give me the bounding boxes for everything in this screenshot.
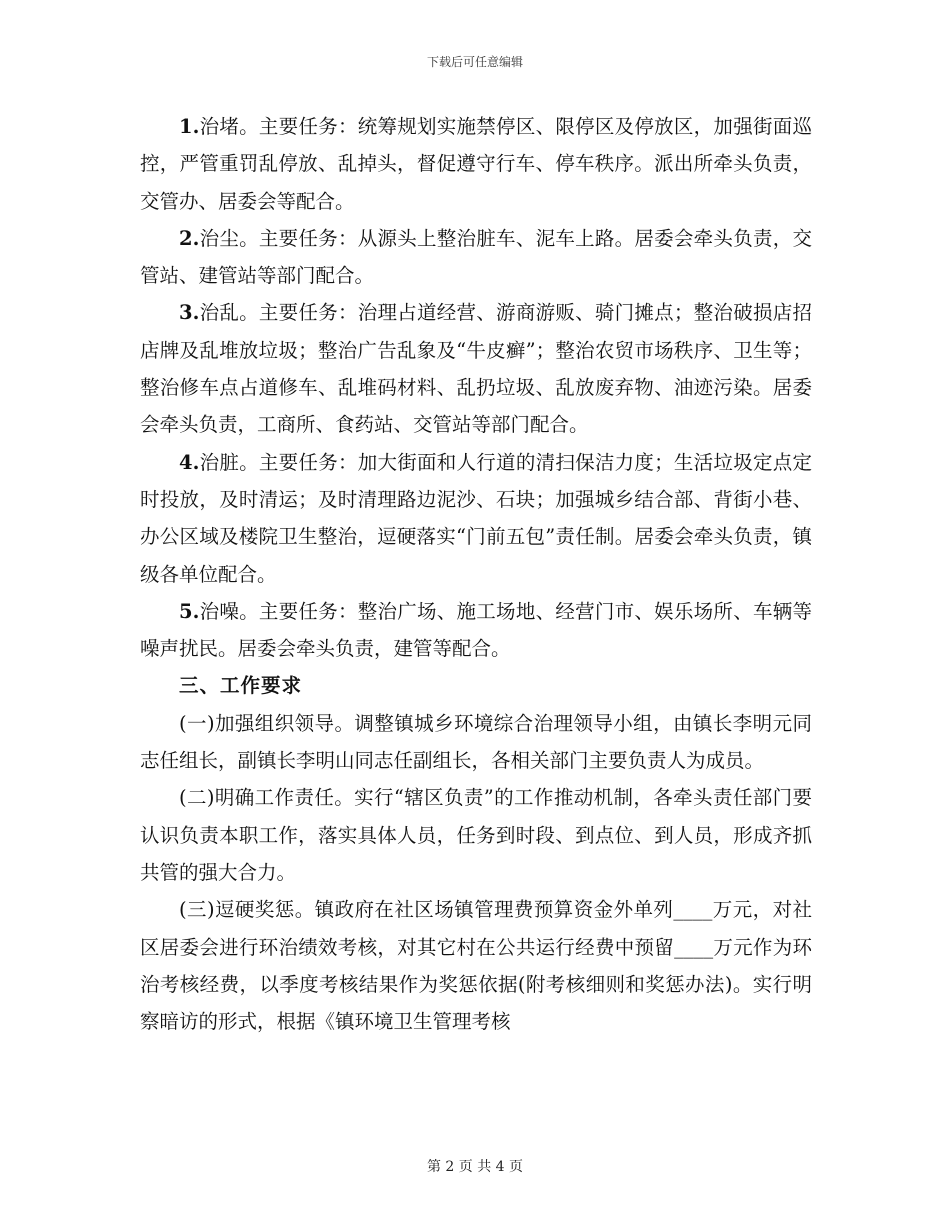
requirement-paragraph-2: (二)明确工作责任。实行“辖区负责”的工作推动机制，各牵头责任部门要认识负责本职工作，落实具体人员，任务到时段、到点位、到人员，形成齐抓共管的强大合力。 <box>140 786 812 884</box>
page-header: 下载后可任意编辑 <box>426 55 523 69</box>
task-number: 4. <box>179 450 200 474</box>
task-paragraph-2 <box>140 220 812 295</box>
task-text: 治脏。主要任务：加大街面和人行道的清扫保洁力度；生活垃圾定点定时投放，及时清运；及时清理路边泥沙、石块；加强城乡结合部、背街小巷、办公区域及楼院卫生整治，逗硬落实“门前五包”责任制。居委会牵头负责，镇级各单位配合。 <box>140 450 812 586</box>
task-number: 2. <box>179 226 200 250</box>
page-footer: 第 2 页 共 4 页 <box>426 1159 524 1175</box>
task-number: 3. <box>179 301 200 325</box>
requirement-paragraph-1: (一)加强组织领导。调整镇城乡环境综合治理领导小组，由镇长李明元同志任组长，副镇长李明山同志任副组长，各相关部门主要负责人为成员。 <box>140 711 812 773</box>
task-text: 治堵。主要任务：统筹规划实施禁停区、限停区及停放区，加强街面巡控，严管重罚乱停放、乱掉头，督促遵守行车、停车秩序。派出所牵头负责，交管办、居委会等配合。 <box>140 115 812 213</box>
task-paragraph-5 <box>140 593 812 668</box>
section-heading: 三、工作要求 <box>179 674 303 698</box>
task-text: 治噪。主要任务：整治广场、施工场地、经营门市、娱乐场所、车辆等噪声扰民。居委会牵头负责，建管等配合。 <box>140 599 812 661</box>
document-body <box>140 108 812 1040</box>
task-paragraph-3 <box>140 294 812 443</box>
task-number: 5. <box>179 599 200 623</box>
task-text: 治乱。主要任务：治理占道经营、游商游贩、骑门摊点；整治破损店招店牌及乱堆放垃圾；整治广告乱象及“牛皮癣”；整治农贸市场秩序、卫生等；整治修车点占道修车、乱堆码材料、乱扔垃圾、乱放废弃物、油迹污染。居委会牵头负责，工商所、食药站、交管站等部门配合。 <box>140 301 812 437</box>
task-paragraph-4 <box>140 444 812 593</box>
task-number: 1. <box>179 115 200 138</box>
requirement-paragraph-3: (三)逗硬奖惩。镇政府在社区场镇管理费预算资金外单列____万元，对社区居委会进行环治绩效考核，对其它村在公共运行经费中预留____万元作为环治考核经费，以季度考核结果作为奖惩依据(附考核细则和奖惩办法)。实行明察暗访的形式，根据《镇环境卫生管理考核 <box>140 898 812 1034</box>
task-paragraph-1 <box>140 108 812 220</box>
task-text: 治尘。主要任务：从源头上整治脏车、泥车上路。居委会牵头负责，交管站、建管站等部门配合。 <box>140 226 812 288</box>
